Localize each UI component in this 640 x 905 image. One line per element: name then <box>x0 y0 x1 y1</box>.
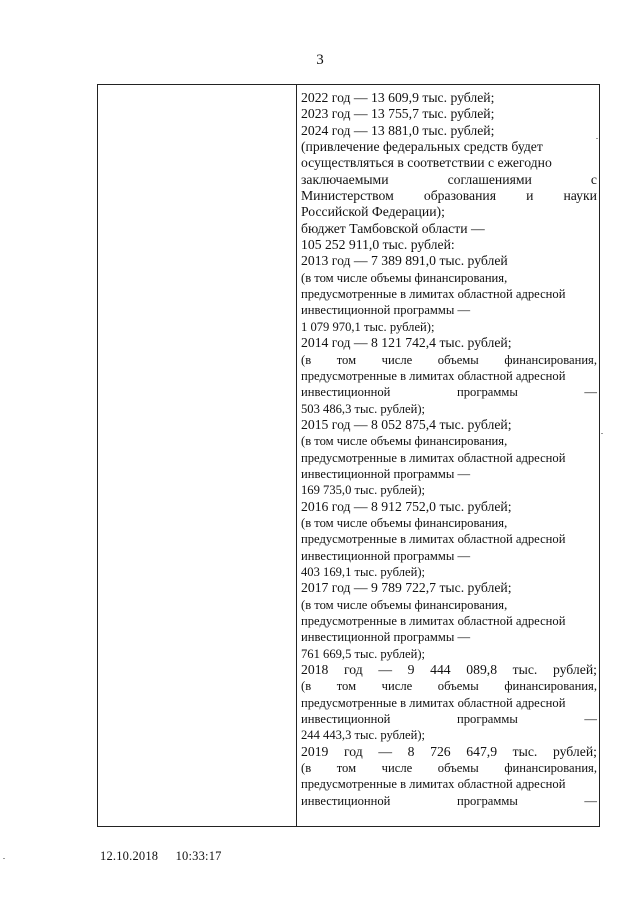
word: том <box>336 679 357 694</box>
word: 2019 <box>301 743 329 759</box>
text-line: Российской Федерации); <box>301 204 445 220</box>
column-divider <box>296 85 297 826</box>
word: рублей; <box>552 662 597 678</box>
word: числе <box>381 761 413 776</box>
word: — <box>378 662 392 678</box>
footer-time: 10:33:17 <box>175 849 222 863</box>
word: — <box>378 743 392 759</box>
word: 444 <box>430 662 451 678</box>
text-line: (в том числе объемы финансирования, <box>301 270 508 285</box>
text-line <box>301 793 597 809</box>
word: объемы <box>437 761 479 776</box>
text-line: инвестиционной программы — <box>301 630 471 645</box>
text-line: 2015 год — 8 052 875,4 тыс. рублей; <box>301 416 512 432</box>
word: программы <box>457 385 518 400</box>
text-line: предусмотренные в лимитах областной адресной <box>301 450 566 465</box>
word: год <box>344 662 363 678</box>
word: 726 <box>430 743 451 759</box>
word: числе <box>381 352 413 367</box>
text-line: осуществляться в соответствии с ежегодно <box>301 155 552 171</box>
financing-details-cell <box>301 90 597 809</box>
text-line: 2014 год — 8 121 742,4 тыс. рублей; <box>301 335 512 351</box>
text-line: инвестиционной программы — <box>301 303 471 318</box>
scan-speck <box>596 138 598 139</box>
text-line <box>301 678 597 694</box>
word: — <box>584 793 597 808</box>
word: 647,9 <box>466 743 498 759</box>
text-line <box>301 744 597 760</box>
text-line <box>301 188 597 204</box>
text-line: 169 735,0 тыс. рублей); <box>301 483 426 498</box>
text-line: инвестиционной программы — <box>301 548 471 563</box>
text-line: 2024 год — 13 881,0 тыс. рублей; <box>301 122 495 138</box>
word: (в <box>301 679 312 694</box>
word: 089,8 <box>466 662 498 678</box>
text-line: 2013 год — 7 389 891,0 тыс. рублей <box>301 253 508 269</box>
text-line: предусмотренные в лимитах областной адресной <box>301 695 566 710</box>
text-line: 1 079 970,1 тыс. рублей); <box>301 319 435 334</box>
document-table <box>97 84 600 827</box>
footer-timestamp <box>100 849 236 864</box>
text-line <box>301 662 597 678</box>
word: программы <box>457 712 518 727</box>
word: объемы <box>437 352 479 367</box>
word: 9 <box>407 662 415 678</box>
text-line: предусмотренные в лимитах областной адресной <box>301 614 566 628</box>
scan-speck <box>3 858 5 859</box>
word: и <box>526 188 534 204</box>
text-line: предусмотренные в лимитах областной адресной <box>301 532 566 547</box>
text-line: (в том числе объемы финансирования, <box>301 515 508 530</box>
text-line <box>301 352 597 368</box>
text-line <box>301 384 597 400</box>
word: инвестиционной <box>301 385 391 400</box>
text-line: (в том числе объемы финансирования, <box>301 597 508 612</box>
word: (в <box>301 761 312 776</box>
word: Министерством <box>301 188 394 204</box>
text-line: 2017 год — 9 789 722,7 тыс. рублей; <box>301 580 512 596</box>
word: рублей; <box>552 743 597 759</box>
word: финансирования, <box>504 679 597 694</box>
page-number: 3 <box>316 52 324 68</box>
word: тыс. <box>512 662 538 678</box>
word: том <box>336 352 357 367</box>
scan-speck <box>601 433 603 434</box>
text-line: предусмотренные в лимитах областной адресной <box>301 368 566 383</box>
text-line: предусмотренные в лимитах областной адресной <box>301 287 566 302</box>
word: образования <box>423 188 497 204</box>
text-line <box>301 760 597 776</box>
word: тыс. <box>512 743 538 759</box>
word: с <box>590 171 597 187</box>
text-line: (привлечение федеральных средств будет <box>301 139 543 155</box>
word: науки <box>563 188 597 204</box>
word: соглашениями <box>447 171 532 187</box>
word: инвестиционной <box>301 793 391 808</box>
word: инвестиционной <box>301 712 391 727</box>
text-line <box>301 711 597 727</box>
word: объемы <box>437 679 479 694</box>
word: финансирования, <box>504 761 597 776</box>
footer-date: 12.10.2018 <box>100 849 159 863</box>
text-line: предусмотренные в лимитах областной адресной <box>301 777 566 792</box>
word: год <box>344 743 363 759</box>
word: 8 <box>407 743 415 759</box>
word: заключаемыми <box>301 171 389 187</box>
text-line: (в том числе объемы финансирования, <box>301 434 508 449</box>
text-line: бюджет Тамбовской области — <box>301 220 485 236</box>
text-line: инвестиционной программы — <box>301 466 471 481</box>
word: 2018 <box>301 662 329 678</box>
text-line: 2022 год — 13 609,9 тыс. рублей; <box>301 90 495 105</box>
word: — <box>584 385 597 400</box>
text-line: 2023 год — 13 755,7 тыс. рублей; <box>301 106 495 122</box>
text-line: 105 252 911,0 тыс. рублей: <box>301 237 455 253</box>
word: том <box>336 761 357 776</box>
word: (в <box>301 352 312 367</box>
text-line <box>301 172 597 188</box>
text-line: 403 169,1 тыс. рублей); <box>301 564 426 579</box>
text-line: 761 669,5 тыс. рублей); <box>301 646 426 661</box>
text-line: 244 443,3 тыс. рублей); <box>301 728 426 743</box>
text-line: 503 486,3 тыс. рублей); <box>301 401 426 416</box>
word: — <box>584 712 597 727</box>
word: финансирования, <box>504 352 597 367</box>
text-line: 2016 год — 8 912 752,0 тыс. рублей; <box>301 498 512 514</box>
word: программы <box>457 793 518 808</box>
word: числе <box>381 679 413 694</box>
